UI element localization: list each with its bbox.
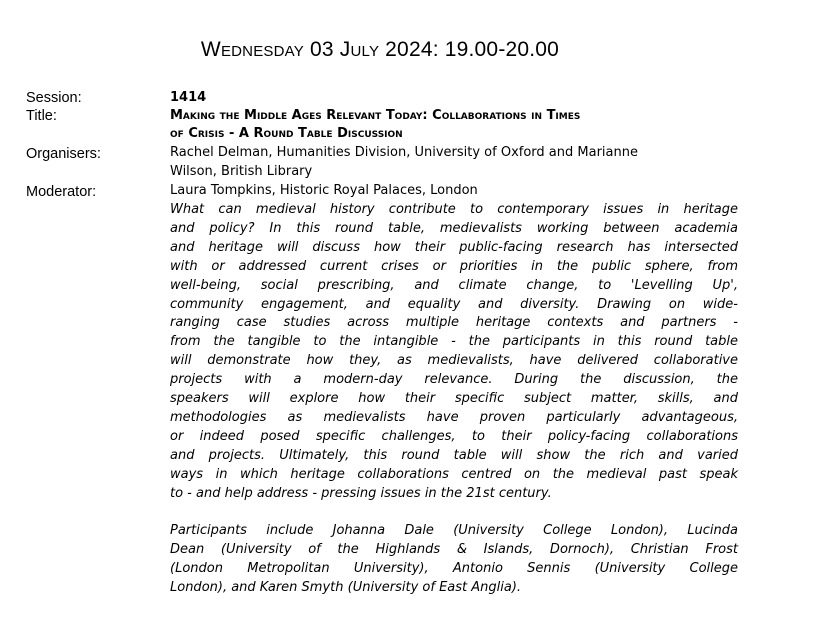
abstract-line: with or addressed current crises or priorities in the public sphere, from <box>170 258 738 274</box>
abstract-line: speakers will explore how their specific subject matter, skills, and <box>170 391 738 407</box>
session-title-line: Making the Middle Ages Relevant Today: Collaborations in Times <box>170 108 581 123</box>
title-label: Title: <box>26 108 57 124</box>
organisers-text <box>170 144 738 182</box>
abstract-line: methodologies as medievalists have proven particularly advantageous, <box>170 409 738 425</box>
session-title <box>170 107 738 143</box>
participants-line: Dean (University of the Highlands & Islands, Dornoch), Christian Frost <box>170 541 738 557</box>
abstract-line: or indeed posed specific challenges, to their policy-facing collaborations <box>170 428 738 444</box>
organisers-line: Rachel Delman, Humanities Division, University of Oxford and Marianne <box>170 145 638 160</box>
participants-paragraph <box>170 522 738 598</box>
session-code: 1414 <box>170 90 207 105</box>
abstract-line: and heritage will discuss how their public-facing research has intersected <box>170 239 738 255</box>
participants-line: (London Metropolitan University), Antonio Sennis (University College <box>170 560 738 576</box>
abstract-line: community engagement, and equality and diversity. Drawing on wide- <box>170 296 738 312</box>
session-title-line: of Crisis - A Round Table Discussion <box>170 126 403 141</box>
abstract-line: and policy? In this round table, medievalists working between academia <box>170 220 738 236</box>
abstract-line: will demonstrate how they, as medievalists, have delivered collaborative <box>170 353 738 369</box>
organisers-line: Wilson, British Library <box>170 163 313 179</box>
abstract-line: and projects. Ultimately, this round table will show the rich and varied <box>170 447 738 463</box>
session-label: Session: <box>26 90 82 106</box>
participants-line: London), and Karen Smyth (University of East Anglia). <box>170 579 522 595</box>
session-abstract <box>170 201 738 504</box>
participants-line: Participants include Johanna Dale (University College London), Lucinda <box>170 523 738 538</box>
abstract-line: well-being, social prescribing, and climate change, to 'Levelling Up', <box>170 277 738 293</box>
abstract-line: What can medieval history contribute to contemporary issues in heritage <box>170 202 738 217</box>
session-date-heading: Wednesday 03 July 2024: 19.00-20.00 <box>200 38 560 61</box>
abstract-line: from the tangible to the intangible - the participants in this round table <box>170 334 738 350</box>
abstract-line: ranging case studies across multiple heritage contexts and partners - <box>170 315 738 331</box>
moderator-text: Laura Tompkins, Historic Royal Palaces, London <box>170 183 478 198</box>
organisers-label: Organisers: <box>26 146 101 162</box>
moderator-label: Moderator: <box>26 184 97 200</box>
abstract-line: projects with a modern-day relevance. During the discussion, the <box>170 372 738 388</box>
abstract-line: to - and help address - pressing issues in the 21st century. <box>170 485 552 501</box>
abstract-line: ways in which heritage collaborations centred on the medieval past speak <box>170 466 738 482</box>
